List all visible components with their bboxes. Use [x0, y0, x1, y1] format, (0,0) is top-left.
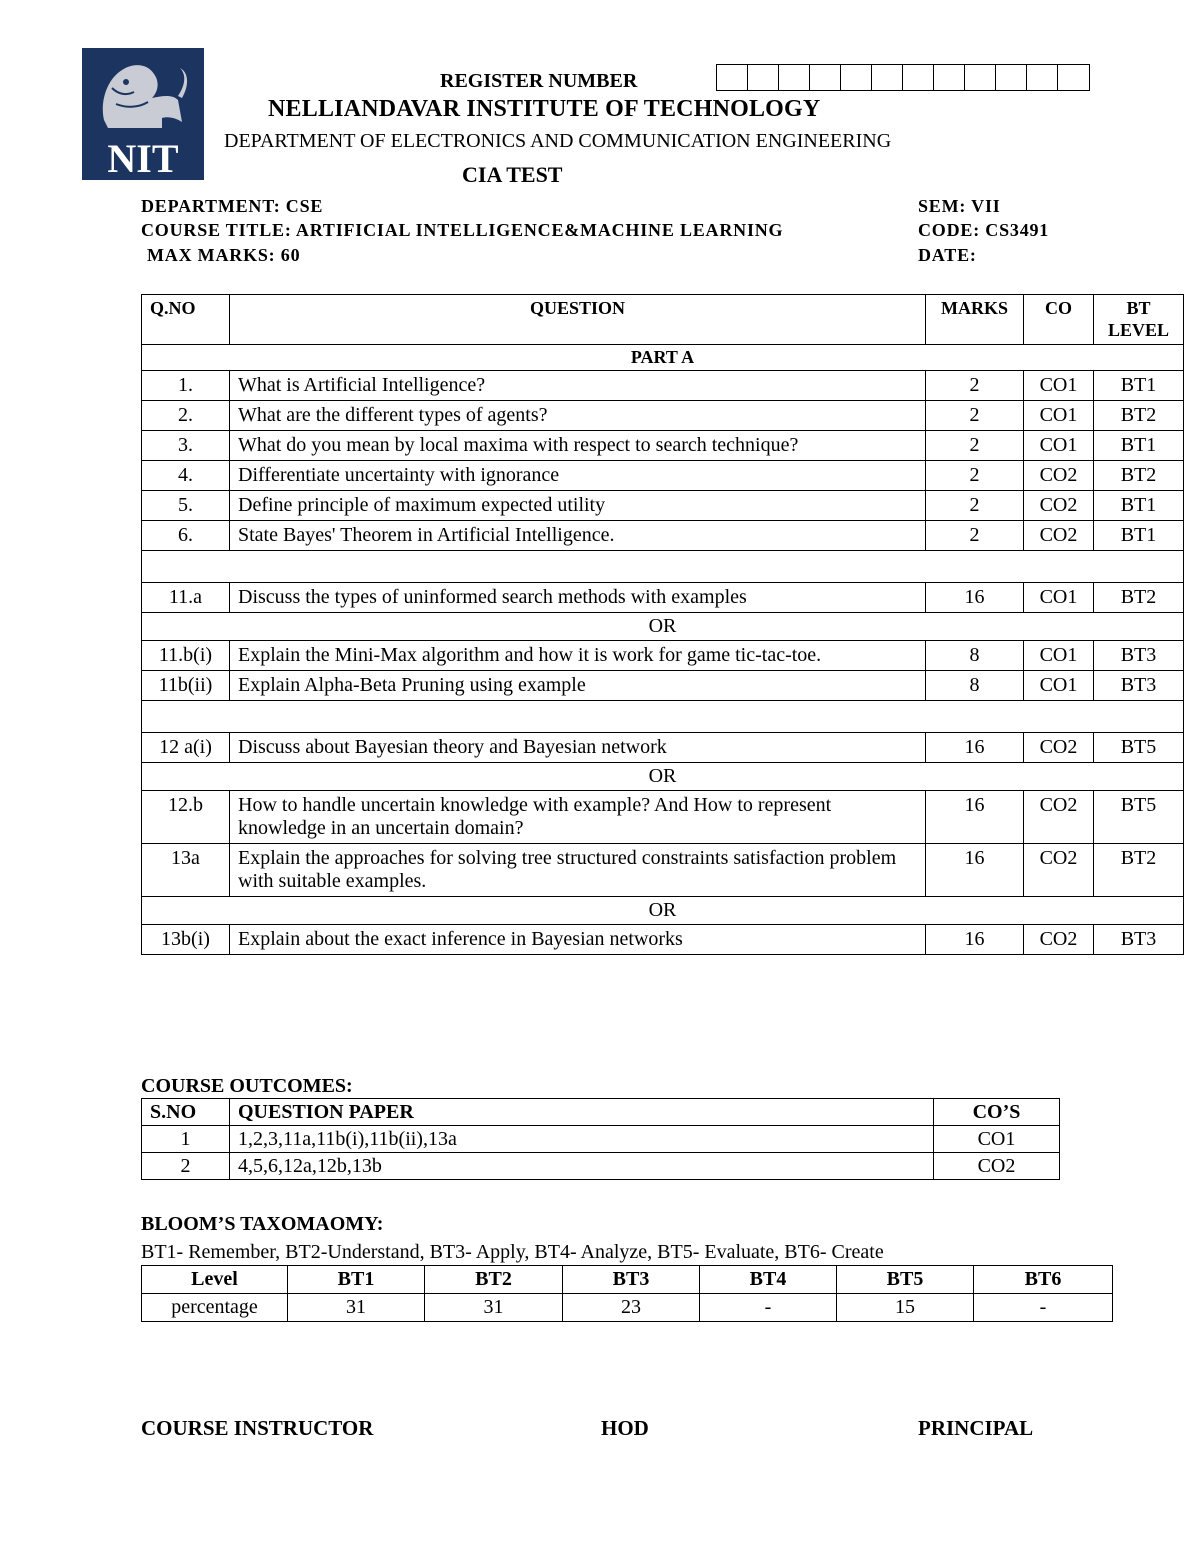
marks-cell: 16	[926, 791, 1024, 844]
qno-cell: 13b(i)	[142, 925, 230, 955]
bt-cell: BT3	[1094, 641, 1184, 671]
table-row	[142, 844, 1184, 897]
signature-principal: PRINCIPAL	[918, 1416, 1034, 1440]
question-cell: What do you mean by local maxima with respect to search technique?	[230, 431, 926, 461]
qno-cell: 13a	[142, 844, 230, 897]
table-row	[142, 431, 1184, 461]
bt-cell: BT5	[1094, 791, 1184, 844]
co-sno-cell: 2	[142, 1153, 230, 1180]
table-row	[142, 925, 1184, 955]
co-cell: CO1	[1024, 641, 1094, 671]
register-digit-box[interactable]	[934, 65, 965, 90]
marks-cell: 8	[926, 671, 1024, 701]
meta-date: DATE:	[918, 245, 977, 265]
table-row	[142, 791, 1184, 844]
part-a-label: PART A	[142, 345, 1184, 371]
register-digit-box[interactable]	[1058, 65, 1089, 90]
co-paper-cell: 1,2,3,11a,11b(i),11b(ii),13a	[230, 1126, 934, 1153]
qno-cell: 6.	[142, 521, 230, 551]
signature-course-instructor: COURSE INSTRUCTOR	[141, 1416, 374, 1440]
or-separator: OR	[142, 613, 1184, 641]
blooms-value-cell: 31	[425, 1294, 563, 1322]
question-cell: Explain about the exact inference in Bayesian networks	[230, 925, 926, 955]
co-header-sno: S.NO	[142, 1099, 230, 1126]
qno-cell: 12 a(i)	[142, 733, 230, 763]
meta-max-marks: MAX MARKS: 60	[147, 245, 301, 265]
qno-cell: 12.b	[142, 791, 230, 844]
register-digit-box[interactable]	[996, 65, 1027, 90]
blooms-value-cell: percentage	[142, 1294, 288, 1322]
co-cell: CO1	[1024, 371, 1094, 401]
blooms-header-cell: BT2	[425, 1266, 563, 1294]
institute-logo	[82, 48, 204, 180]
register-digit-box[interactable]	[717, 65, 748, 90]
blooms-legend: BT1- Remember, BT2-Understand, BT3- Apply, BT4- Analyze, BT5- Evaluate, BT6- Create	[141, 1241, 884, 1263]
bt-cell: BT1	[1094, 491, 1184, 521]
table-row	[142, 1294, 1113, 1322]
blooms-value-cell: 23	[563, 1294, 700, 1322]
table-row	[142, 671, 1184, 701]
marks-cell: 16	[926, 844, 1024, 897]
spacer-cell	[142, 701, 1184, 733]
register-digit-box[interactable]	[779, 65, 810, 90]
marks-cell: 2	[926, 401, 1024, 431]
spacer-row	[142, 551, 1184, 583]
bt-cell: BT1	[1094, 431, 1184, 461]
co-cell: CO2	[1024, 733, 1094, 763]
question-cell: Discuss the types of uninformed search methods with examples	[230, 583, 926, 613]
co-cell: CO1	[1024, 583, 1094, 613]
co-paper-cell: 4,5,6,12a,12b,13b	[230, 1153, 934, 1180]
co-header-paper: QUESTION PAPER	[230, 1099, 934, 1126]
co-cell: CO2	[1024, 491, 1094, 521]
blooms-value-cell: 31	[288, 1294, 425, 1322]
question-cell: Discuss about Bayesian theory and Bayesian network	[230, 733, 926, 763]
question-cell: What are the different types of agents?	[230, 401, 926, 431]
meta-course-title: COURSE TITLE: ARTIFICIAL INTELLIGENCE&MACHINE LEARNING	[141, 220, 784, 240]
qno-cell: 3.	[142, 431, 230, 461]
marks-cell: 2	[926, 431, 1024, 461]
question-cell: Explain Alpha-Beta Pruning using example	[230, 671, 926, 701]
blooms-header-cell: BT3	[563, 1266, 700, 1294]
blooms-header-cell: Level	[142, 1266, 288, 1294]
question-cell: Define principle of maximum expected utility	[230, 491, 926, 521]
co-cell: CO1	[1024, 431, 1094, 461]
register-digit-box[interactable]	[965, 65, 996, 90]
co-value-cell: CO2	[934, 1153, 1060, 1180]
question-cell: Differentiate uncertainty with ignorance	[230, 461, 926, 491]
question-cell: State Bayes' Theorem in Artificial Intelligence.	[230, 521, 926, 551]
bt-cell: BT2	[1094, 461, 1184, 491]
co-value-cell: CO1	[934, 1126, 1060, 1153]
course-outcomes-heading: COURSE OUTCOMES:	[141, 1075, 353, 1097]
marks-cell: 8	[926, 641, 1024, 671]
qno-cell: 4.	[142, 461, 230, 491]
co-cell: CO2	[1024, 925, 1094, 955]
marks-cell: 16	[926, 733, 1024, 763]
bt-cell: BT5	[1094, 733, 1184, 763]
question-cell: Explain the Mini-Max algorithm and how it is work for game tic-tac-toe.	[230, 641, 926, 671]
meta-sem: SEM: VII	[918, 196, 1001, 216]
register-number-label: REGISTER NUMBER	[440, 70, 638, 92]
bt-cell: BT1	[1094, 371, 1184, 401]
blooms-header-cell: BT6	[974, 1266, 1113, 1294]
co-cell: CO1	[1024, 401, 1094, 431]
header-question: QUESTION	[230, 295, 926, 345]
qno-cell: 11.b(i)	[142, 641, 230, 671]
co-header-row	[142, 1099, 1060, 1126]
spacer-row	[142, 701, 1184, 733]
register-digit-box[interactable]	[903, 65, 934, 90]
qno-cell: 1.	[142, 371, 230, 401]
spacer-cell	[142, 551, 1184, 583]
question-cell: What is Artificial Intelligence?	[230, 371, 926, 401]
marks-cell: 2	[926, 371, 1024, 401]
blooms-header-row	[142, 1266, 1113, 1294]
test-title: CIA TEST	[462, 162, 563, 187]
qno-cell: 11b(ii)	[142, 671, 230, 701]
bt-cell: BT3	[1094, 925, 1184, 955]
co-header-cos: CO’S	[934, 1099, 1060, 1126]
co-cell: CO2	[1024, 521, 1094, 551]
table-row	[142, 1126, 1060, 1153]
logo-text: NIT	[107, 136, 179, 180]
blooms-header-cell: BT1	[288, 1266, 425, 1294]
signature-hod: HOD	[601, 1416, 649, 1440]
questions-table	[141, 294, 1184, 955]
marks-cell: 16	[926, 583, 1024, 613]
header-qno: Q.NO	[142, 295, 230, 345]
question-cell: How to handle uncertain knowledge with example? And How to represent knowledge in an uncertain domain?	[230, 791, 926, 844]
table-row	[142, 583, 1184, 613]
bt-cell: BT2	[1094, 583, 1184, 613]
table-row	[142, 371, 1184, 401]
register-digit-box[interactable]	[872, 65, 903, 90]
blooms-header-cell: BT5	[837, 1266, 974, 1294]
blooms-table	[141, 1265, 1113, 1322]
bt-cell: BT1	[1094, 521, 1184, 551]
question-cell: Explain the approaches for solving tree structured constraints satisfaction problem with suitable examples.	[230, 844, 926, 897]
marks-cell: 16	[926, 925, 1024, 955]
institute-name: NELLIANDAVAR INSTITUTE OF TECHNOLOGY	[268, 96, 821, 122]
register-digit-box[interactable]	[748, 65, 779, 90]
table-row	[142, 401, 1184, 431]
register-digit-box[interactable]	[841, 65, 872, 90]
meta-code: CODE: CS3491	[918, 220, 1050, 240]
meta-department: DEPARTMENT: CSE	[141, 196, 324, 216]
table-row	[142, 733, 1184, 763]
header-co: CO	[1024, 295, 1094, 345]
bt-cell: BT2	[1094, 401, 1184, 431]
co-cell: CO2	[1024, 461, 1094, 491]
co-cell: CO2	[1024, 791, 1094, 844]
or-separator: OR	[142, 763, 1184, 791]
questions-header-row	[142, 295, 1184, 345]
co-sno-cell: 1	[142, 1126, 230, 1153]
marks-cell: 2	[926, 461, 1024, 491]
course-outcomes-table	[141, 1098, 1060, 1180]
blooms-heading: BLOOM’S TAXOMAOMY:	[141, 1213, 384, 1235]
table-row	[142, 641, 1184, 671]
blooms-value-cell: -	[974, 1294, 1113, 1322]
blooms-value-cell: 15	[837, 1294, 974, 1322]
register-digit-box[interactable]	[810, 65, 841, 90]
register-digit-box[interactable]	[1027, 65, 1058, 90]
qno-cell: 2.	[142, 401, 230, 431]
or-separator: OR	[142, 897, 1184, 925]
table-row	[142, 461, 1184, 491]
table-row	[142, 491, 1184, 521]
blooms-value-cell: -	[700, 1294, 837, 1322]
blooms-header-cell: BT4	[700, 1266, 837, 1294]
bt-cell: BT2	[1094, 844, 1184, 897]
department-full-name: DEPARTMENT OF ELECTRONICS AND COMMUNICATION ENGINEERING	[224, 130, 892, 152]
qno-cell: 11.a	[142, 583, 230, 613]
marks-cell: 2	[926, 521, 1024, 551]
qno-cell: 5.	[142, 491, 230, 521]
bt-cell: BT3	[1094, 671, 1184, 701]
marks-cell: 2	[926, 491, 1024, 521]
co-cell: CO2	[1024, 844, 1094, 897]
table-row	[142, 521, 1184, 551]
table-row	[142, 1153, 1060, 1180]
register-number-boxes[interactable]	[716, 64, 1090, 91]
co-cell: CO1	[1024, 671, 1094, 701]
header-bt-level: BT LEVEL	[1094, 295, 1184, 345]
header-marks: MARKS	[926, 295, 1024, 345]
